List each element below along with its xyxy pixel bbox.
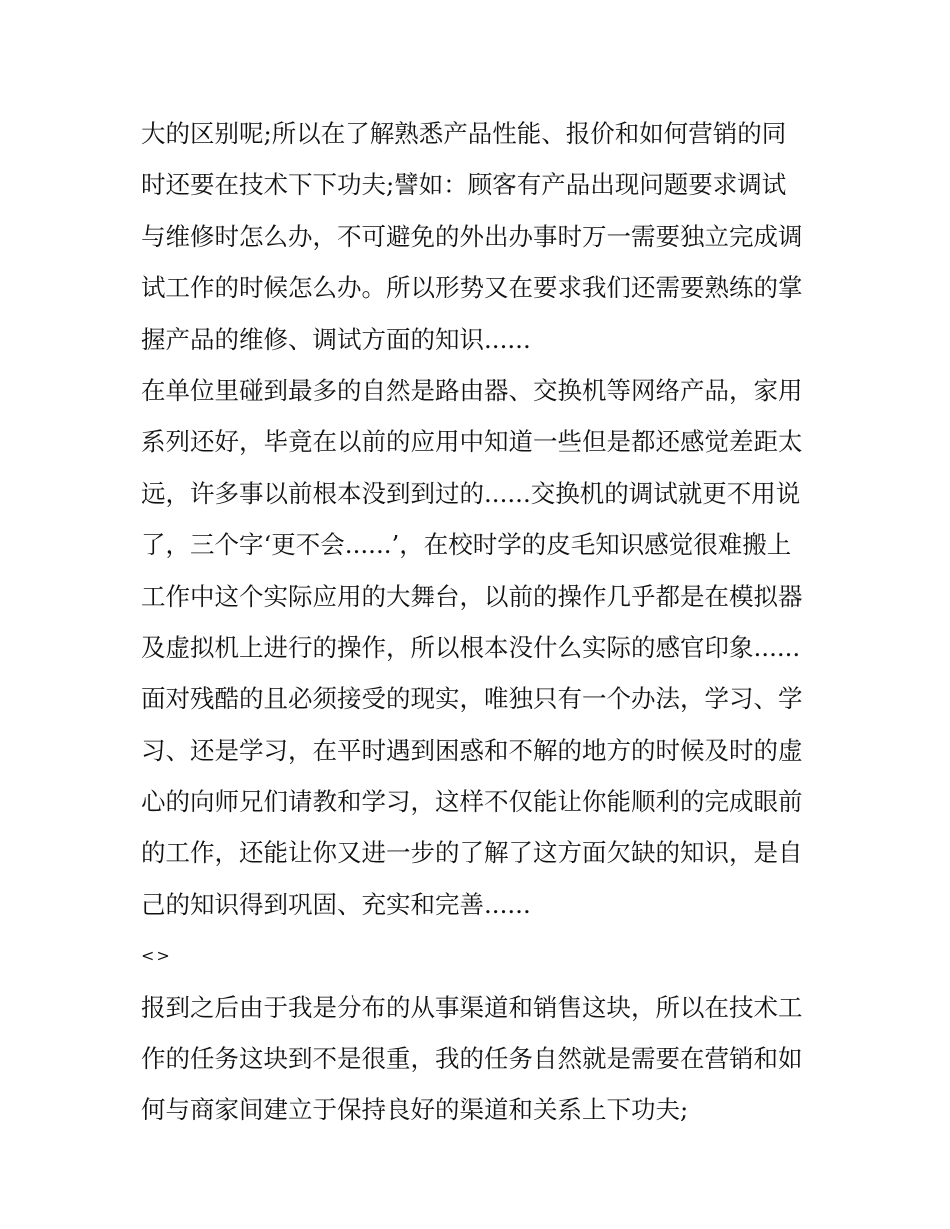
text-line: 报到之后由于我是分布的从事渠道和销售这块，所以在技术工 [141, 992, 803, 1022]
text-line: 试工作的时候怎么办。所以形势又在要求我们还需要熟练的掌 [141, 273, 803, 303]
text-line: 何与商家间建立于保持良好的渠道和关系上下功夫; [141, 1095, 689, 1125]
text-line: 系列还好，毕竟在以前的应用中知道一些但是都还感觉差距太 [141, 427, 803, 457]
text-line: 面对残酷的且必须接受的现实，唯独只有一个办法，学习、学 [141, 684, 803, 714]
angle-bracket-marker: <> [141, 946, 172, 966]
text-line: 在单位里碰到最多的自然是路由器、交换机等网络产品，家用 [141, 375, 803, 405]
text-line: 己的知识得到巩固、充实和完善...... [141, 889, 531, 919]
text-line: 习、还是学习，在平时遇到困惑和不解的地方的时候及时的虚 [141, 735, 803, 765]
text-line: 工作中这个实际应用的大舞台，以前的操作几乎都是在模拟器 [141, 581, 803, 611]
text-line: 时还要在技术下下功夫;譬如：顾客有产品出现问题要求调试 [141, 170, 787, 200]
text-line: 作的任务这块到不是很重，我的任务自然就是需要在营销和如 [141, 1044, 803, 1074]
text-line: 的工作，还能让你又进一步的了解了这方面欠缺的知识，是自 [141, 838, 803, 868]
text-line: 了，三个字‘更不会......’，在校时学的皮毛知识感觉很难搬上 [141, 530, 792, 560]
text-line: 心的向师兄们请教和学习，这样不仅能让你能顺利的完成眼前 [141, 787, 803, 817]
text-line: 与维修时怎么办，不可避免的外出办事时万一需要独立完成调 [141, 221, 803, 251]
text-line: 及虚拟机上进行的操作，所以根本没什么实际的感官印象...... [141, 632, 801, 662]
text-line: 远，许多事以前根本没到到过的......交换机的调试就更不用说 [141, 478, 801, 508]
text-line: 握产品的维修、调试方面的知识...... [141, 324, 531, 354]
text-line: 大的区别呢;所以在了解熟悉产品性能、报价和如何营销的同 [141, 119, 787, 148]
body-text [141, 108, 821, 1136]
